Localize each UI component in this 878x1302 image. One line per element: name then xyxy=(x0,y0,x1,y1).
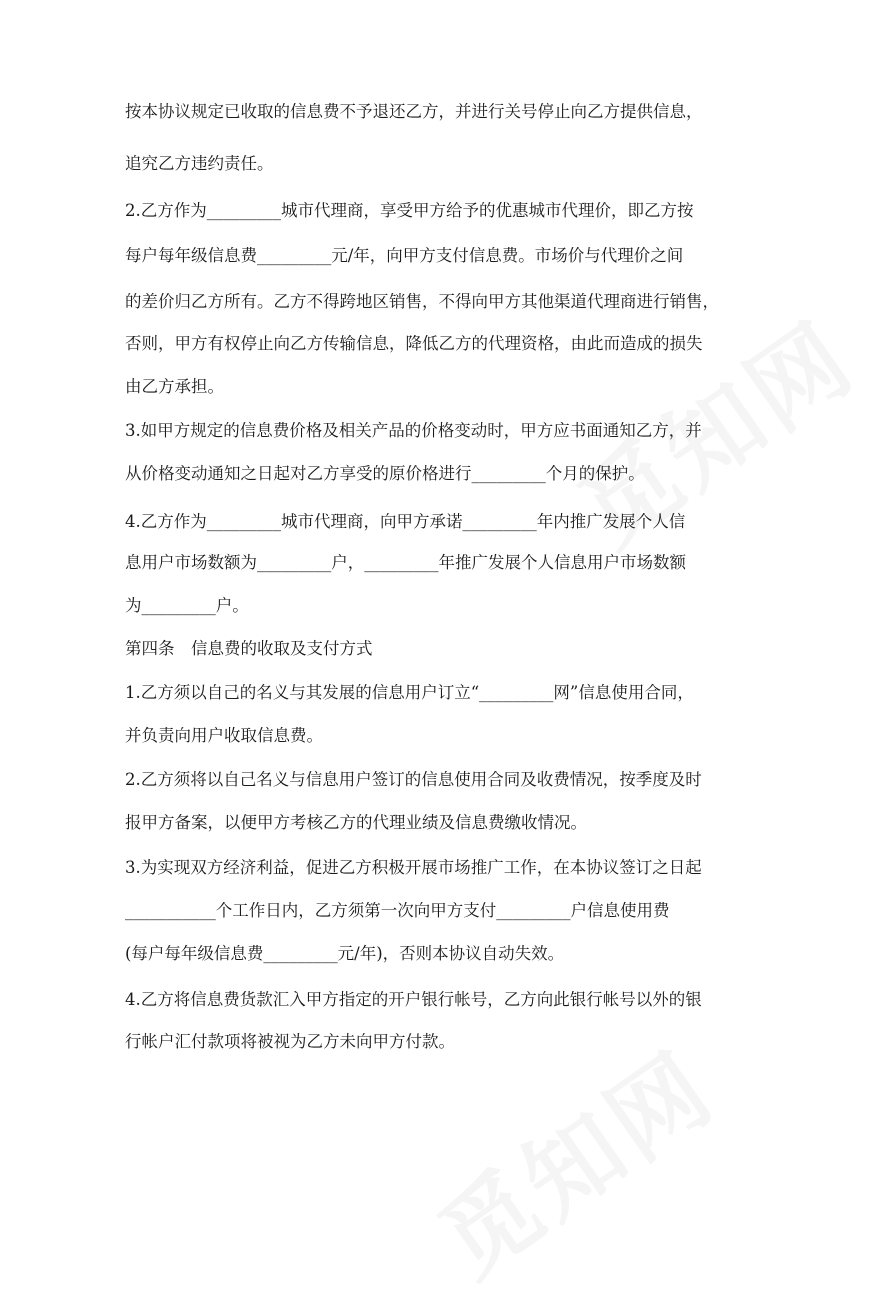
paragraph-line: 行帐户汇付款项将被视为乙方未向甲方付款。 xyxy=(125,1032,455,1051)
watermark: 觅知网 xyxy=(419,1031,735,1299)
paragraph-line: 4.乙方作为_________城市代理商，向甲方承诺_________年内推广发展个人信 xyxy=(125,512,686,531)
paragraph-line: 按本协议规定已收取的信息费不予退还乙方，并进行关号停止向乙方提供信息， xyxy=(125,102,703,121)
paragraph-line: 从价格变动通知之日起对乙方享受的原价格进行_________个月的保护。 xyxy=(125,464,645,483)
paragraph-line: 并负责向用户收取信息费。 xyxy=(125,726,323,745)
paragraph-line: 否则，甲方有权停止向乙方传输信息，降低乙方的代理资格，由此而造成的损失 xyxy=(125,334,703,353)
paragraph-line: ___________个工作日内，乙方须第一次向甲方支付_________户信息使用费 xyxy=(125,901,670,920)
paragraph-line: 4.乙方将信息费货款汇入甲方指定的开户银行帐号，乙方向此银行帐号以外的银 xyxy=(125,990,702,1009)
paragraph-line: 报甲方备案，以便甲方考核乙方的代理业绩及信息费缴收情况。 xyxy=(125,813,587,832)
paragraph-line: 追究乙方违约责任。 xyxy=(125,154,274,173)
paragraph-line: 2.乙方须将以自己名义与信息用户签订的信息使用合同及收费情况，按季度及时 xyxy=(125,770,702,789)
watermark: 觅知网 xyxy=(559,301,875,569)
paragraph-line: 1.乙方须以自己的名义与其发展的信息用户订立“_________网”信息使用合同， xyxy=(125,683,694,702)
paragraph-line: 3.如甲方规定的信息费价格及相关产品的价格变动时，甲方应书面通知乙方，并 xyxy=(125,421,702,440)
paragraph-line: 每户每年级信息费_________元/年，向甲方支付信息费。市场价与代理价之间 xyxy=(125,246,684,265)
paragraph-line: 由乙方承担。 xyxy=(125,377,224,396)
section-heading: 第四条 信息费的收取及支付方式 xyxy=(125,639,373,658)
paragraph-line: (每户每年级信息费_________元/年)，否则本协议自动失效。 xyxy=(125,944,565,963)
paragraph-line: 为_________户。 xyxy=(125,596,249,615)
paragraph-line: 息用户市场数额为_________户，_________年推广发展个人信息用户市场数额 xyxy=(125,553,686,572)
paragraph-line: 3.为实现双方经济利益，促进乙方积极开展市场推广工作，在本协议签订之日起 xyxy=(125,858,702,877)
paragraph-line: 2.乙方作为_________城市代理商，享受甲方给予的优惠城市代理价，即乙方按 xyxy=(125,201,694,220)
paragraph-line: 的差价归乙方所有。乙方不得跨地区销售，不得向甲方其他渠道代理商进行销售， xyxy=(125,292,719,311)
